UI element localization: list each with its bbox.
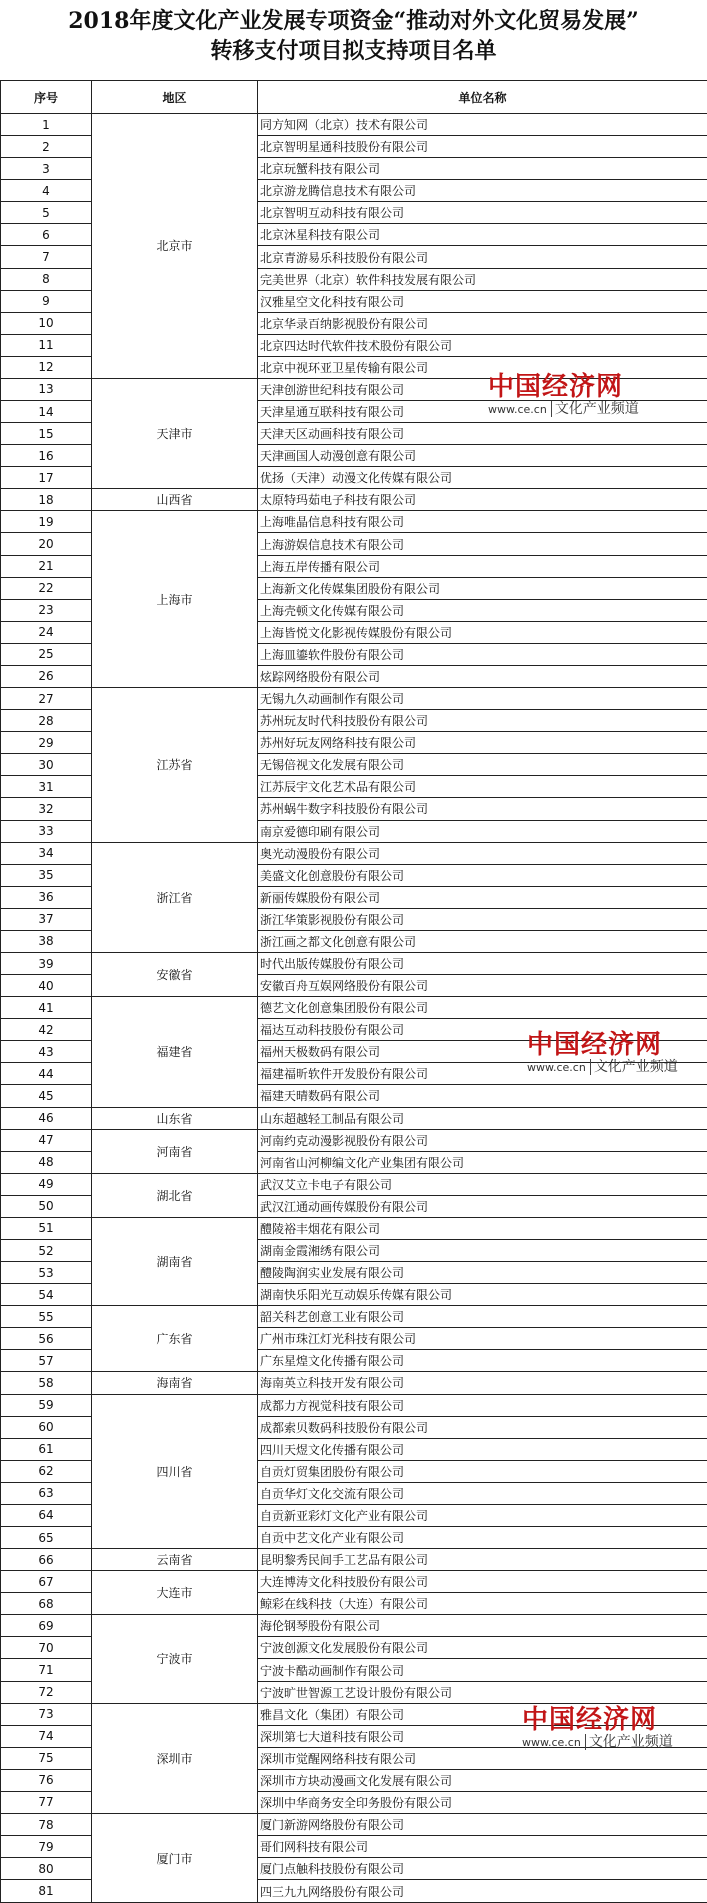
unit-name-cell: 福建天晴数码有限公司	[258, 1085, 707, 1107]
header-index: 序号	[1, 81, 92, 114]
row-index: 11	[1, 334, 92, 356]
table-row	[1, 1394, 707, 1416]
region-cell: 云南省	[92, 1549, 258, 1571]
row-index: 6	[1, 224, 92, 246]
unit-name-cell: 同方知网（北京）技术有限公司	[258, 114, 707, 136]
row-index: 44	[1, 1063, 92, 1085]
watermark-logo: 中国经济网	[522, 1705, 658, 1735]
table-row	[1, 1217, 707, 1239]
unit-name-cell: 醴陵陶润实业发展有限公司	[258, 1262, 707, 1284]
unit-name-cell: 湖南快乐阳光互动娱乐传媒有限公司	[258, 1284, 707, 1306]
row-index: 36	[1, 886, 92, 908]
row-index: 19	[1, 511, 92, 533]
unit-name-cell: 北京华录百纳影视股份有限公司	[258, 312, 707, 334]
unit-name-cell: 湖南金霞湘绣有限公司	[258, 1239, 707, 1261]
row-index: 65	[1, 1527, 92, 1549]
row-index: 57	[1, 1350, 92, 1372]
unit-name-cell: 安徽百舟互娱网络股份有限公司	[258, 975, 707, 997]
row-index: 30	[1, 754, 92, 776]
table-row	[1, 1173, 707, 1195]
unit-name-cell: 上海壳顿文化传媒有限公司	[258, 599, 707, 621]
row-index: 29	[1, 732, 92, 754]
region-cell: 海南省	[92, 1372, 258, 1394]
region-cell: 福建省	[92, 997, 258, 1107]
table-row	[1, 1615, 707, 1637]
row-index: 52	[1, 1239, 92, 1261]
row-index: 31	[1, 776, 92, 798]
row-index: 39	[1, 952, 92, 974]
row-index: 56	[1, 1328, 92, 1350]
row-index: 5	[1, 202, 92, 224]
unit-name-cell: 广州市珠江灯光科技有限公司	[258, 1328, 707, 1350]
row-index: 81	[1, 1880, 92, 1903]
unit-name-cell: 德艺文化创意集团股份有限公司	[258, 997, 707, 1019]
unit-name-cell: 上海唯晶信息科技有限公司	[258, 511, 707, 533]
row-index: 26	[1, 665, 92, 687]
document-title	[0, 0, 707, 70]
row-index: 28	[1, 710, 92, 732]
region-cell: 山东省	[92, 1107, 258, 1129]
table-row	[1, 952, 707, 974]
row-index: 74	[1, 1725, 92, 1747]
row-index: 78	[1, 1814, 92, 1836]
region-cell: 深圳市	[92, 1703, 258, 1813]
row-index: 13	[1, 378, 92, 400]
row-index: 63	[1, 1482, 92, 1504]
row-index: 48	[1, 1151, 92, 1173]
row-index: 49	[1, 1173, 92, 1195]
unit-name-cell: 海南英立科技开发有限公司	[258, 1372, 707, 1394]
table-row	[1, 511, 707, 533]
unit-name-cell: 北京中视环亚卫星传输有限公司	[258, 356, 707, 378]
unit-name-cell: 宁波旷世智源工艺设计股份有限公司	[258, 1681, 707, 1703]
unit-name-cell: 大连博涛文化科技股份有限公司	[258, 1571, 707, 1593]
row-index: 68	[1, 1593, 92, 1615]
unit-name-cell: 成都索贝数码科技股份有限公司	[258, 1416, 707, 1438]
title-line-2: 转移支付项目拟支持项目名单	[210, 38, 497, 64]
unit-name-cell: 哥们网科技有限公司	[258, 1836, 707, 1858]
watermark-logo: 中国经济网	[488, 372, 624, 402]
row-index: 42	[1, 1019, 92, 1041]
row-index: 25	[1, 643, 92, 665]
watermark-channel: 文化产业频道	[590, 1059, 678, 1075]
table-row	[1, 1703, 707, 1725]
row-index: 15	[1, 423, 92, 445]
watermark-url: www.ce.cn	[488, 403, 547, 416]
table-row	[1, 1549, 707, 1571]
unit-name-cell: 上海新文化传媒集团股份有限公司	[258, 577, 707, 599]
row-index: 8	[1, 268, 92, 290]
row-index: 38	[1, 930, 92, 952]
unit-name-cell: 厦门新游网络股份有限公司	[258, 1814, 707, 1836]
table-row	[1, 997, 707, 1019]
row-index: 80	[1, 1858, 92, 1880]
unit-name-cell: 北京青游易乐科技股份有限公司	[258, 246, 707, 268]
unit-name-cell: 自贡灯贸集团股份有限公司	[258, 1460, 707, 1482]
row-index: 51	[1, 1217, 92, 1239]
unit-name-cell: 厦门点触科技股份有限公司	[258, 1858, 707, 1880]
unit-name-cell: 韶关科艺创意工业有限公司	[258, 1306, 707, 1328]
row-index: 47	[1, 1129, 92, 1151]
row-index: 76	[1, 1769, 92, 1791]
row-index: 43	[1, 1041, 92, 1063]
row-index: 69	[1, 1615, 92, 1637]
row-index: 67	[1, 1571, 92, 1593]
unit-name-cell: 自贡新亚彩灯文化产业有限公司	[258, 1504, 707, 1526]
unit-name-cell: 深圳中华商务安全印务股份有限公司	[258, 1791, 707, 1813]
table-body	[1, 114, 707, 1903]
unit-name-cell: 北京游龙腾信息技术有限公司	[258, 180, 707, 202]
row-index: 40	[1, 975, 92, 997]
row-index: 27	[1, 688, 92, 710]
unit-name-cell: 完美世界（北京）软件科技发展有限公司	[258, 268, 707, 290]
row-index: 34	[1, 842, 92, 864]
unit-name-cell: 天津天区动画科技有限公司	[258, 423, 707, 445]
table-row	[1, 1129, 707, 1151]
unit-name-cell: 新丽传媒股份有限公司	[258, 886, 707, 908]
unit-name-cell: 上海皿鎏软件股份有限公司	[258, 643, 707, 665]
unit-name-cell: 上海皆悦文化影视传媒股份有限公司	[258, 621, 707, 643]
row-index: 66	[1, 1549, 92, 1571]
row-index: 10	[1, 312, 92, 334]
unit-name-cell: 无锡九久动画制作有限公司	[258, 688, 707, 710]
region-cell: 广东省	[92, 1306, 258, 1372]
row-index: 70	[1, 1637, 92, 1659]
unit-name-cell: 雅昌文化（集团）有限公司	[258, 1703, 707, 1725]
row-index: 37	[1, 908, 92, 930]
row-index: 20	[1, 533, 92, 555]
region-cell: 江苏省	[92, 688, 258, 843]
unit-name-cell: 上海游娱信息技术有限公司	[258, 533, 707, 555]
unit-name-cell: 南京爱德印刷有限公司	[258, 820, 707, 842]
unit-name-cell: 北京玩蟹科技有限公司	[258, 158, 707, 180]
region-cell: 厦门市	[92, 1814, 258, 1903]
row-index: 17	[1, 467, 92, 489]
unit-name-cell: 武汉江通动画传媒股份有限公司	[258, 1195, 707, 1217]
row-index: 1	[1, 114, 92, 136]
region-cell: 天津市	[92, 378, 258, 488]
row-index: 21	[1, 555, 92, 577]
unit-name-cell: 宁波卡酷动画制作有限公司	[258, 1659, 707, 1681]
unit-name-cell: 苏州好玩友网络科技有限公司	[258, 732, 707, 754]
row-index: 14	[1, 401, 92, 423]
unit-name-cell: 深圳市方块动漫画文化发展有限公司	[258, 1769, 707, 1791]
region-cell: 河南省	[92, 1129, 258, 1173]
unit-name-cell: 上海五岸传播有限公司	[258, 555, 707, 577]
unit-name-cell: 河南省山河柳编文化产业集团有限公司	[258, 1151, 707, 1173]
unit-name-cell: 宁波创源文化发展股份有限公司	[258, 1637, 707, 1659]
row-index: 41	[1, 997, 92, 1019]
table-row	[1, 1372, 707, 1394]
unit-name-cell: 武汉艾立卡电子有限公司	[258, 1173, 707, 1195]
row-index: 72	[1, 1681, 92, 1703]
row-index: 2	[1, 136, 92, 158]
unit-name-cell: 浙江华策影视股份有限公司	[258, 908, 707, 930]
row-index: 23	[1, 599, 92, 621]
unit-name-cell: 无锡倍视文化发展有限公司	[258, 754, 707, 776]
unit-name-cell: 天津创游世纪科技有限公司	[258, 378, 707, 400]
unit-name-cell: 汉雅星空文化科技有限公司	[258, 290, 707, 312]
unit-name-cell: 江苏辰宇文化艺术品有限公司	[258, 776, 707, 798]
unit-name-cell: 天津星通互联科技有限公司	[258, 401, 707, 423]
region-cell: 四川省	[92, 1394, 258, 1549]
unit-name-cell: 山东超越轻工制品有限公司	[258, 1107, 707, 1129]
unit-name-cell: 广东星煌文化传播有限公司	[258, 1350, 707, 1372]
row-index: 79	[1, 1836, 92, 1858]
row-index: 60	[1, 1416, 92, 1438]
row-index: 59	[1, 1394, 92, 1416]
row-index: 9	[1, 290, 92, 312]
row-index: 35	[1, 864, 92, 886]
row-index: 71	[1, 1659, 92, 1681]
unit-name-cell: 太原特玛茹电子科技有限公司	[258, 489, 707, 511]
row-index: 3	[1, 158, 92, 180]
region-cell: 北京市	[92, 114, 258, 379]
table-row	[1, 1107, 707, 1129]
row-index: 32	[1, 798, 92, 820]
region-cell: 湖南省	[92, 1217, 258, 1305]
unit-name-cell: 天津画国人动漫创意有限公司	[258, 445, 707, 467]
row-index: 18	[1, 489, 92, 511]
table-row	[1, 842, 707, 864]
row-index: 75	[1, 1747, 92, 1769]
row-index: 22	[1, 577, 92, 599]
region-cell: 山西省	[92, 489, 258, 511]
unit-name-cell: 北京智明星通科技股份有限公司	[258, 136, 707, 158]
unit-name-cell: 福州天极数码有限公司	[258, 1041, 707, 1063]
unit-name-cell: 深圳第七大道科技有限公司	[258, 1725, 707, 1747]
row-index: 77	[1, 1791, 92, 1813]
table-row	[1, 1571, 707, 1593]
unit-name-cell: 炫踪网络股份有限公司	[258, 665, 707, 687]
project-list-table	[0, 80, 707, 1903]
table-row	[1, 378, 707, 400]
row-index: 45	[1, 1085, 92, 1107]
unit-name-cell: 成都力方视觉科技有限公司	[258, 1394, 707, 1416]
unit-name-cell: 优扬（天津）动漫文化传媒有限公司	[258, 467, 707, 489]
table-header-row	[1, 81, 707, 114]
unit-name-cell: 北京沐星科技有限公司	[258, 224, 707, 246]
unit-name-cell: 自贡华灯文化交流有限公司	[258, 1482, 707, 1504]
unit-name-cell: 时代出版传媒股份有限公司	[258, 952, 707, 974]
row-index: 46	[1, 1107, 92, 1129]
unit-name-cell: 醴陵裕丰烟花有限公司	[258, 1217, 707, 1239]
table-row	[1, 688, 707, 710]
watermark-url: www.ce.cn	[527, 1061, 586, 1074]
unit-name-cell: 苏州蜗牛数字科技股份有限公司	[258, 798, 707, 820]
region-cell: 浙江省	[92, 842, 258, 952]
table-row	[1, 1306, 707, 1328]
row-index: 33	[1, 820, 92, 842]
row-index: 61	[1, 1438, 92, 1460]
row-index: 64	[1, 1504, 92, 1526]
region-cell: 大连市	[92, 1571, 258, 1615]
row-index: 73	[1, 1703, 92, 1725]
row-index: 58	[1, 1372, 92, 1394]
table-row	[1, 1814, 707, 1836]
unit-name-cell: 浙江画之都文化创意有限公司	[258, 930, 707, 952]
row-index: 54	[1, 1284, 92, 1306]
unit-name-cell: 河南约克动漫影视股份有限公司	[258, 1129, 707, 1151]
watermark-channel: 文化产业频道	[551, 401, 639, 417]
header-region: 地区	[92, 81, 258, 114]
unit-name-cell: 鲸彩在线科技（大连）有限公司	[258, 1593, 707, 1615]
unit-name-cell: 自贡中艺文化产业有限公司	[258, 1527, 707, 1549]
unit-name-cell: 福达互动科技股份有限公司	[258, 1019, 707, 1041]
row-index: 12	[1, 356, 92, 378]
header-unit-name: 单位名称	[258, 81, 707, 114]
row-index: 24	[1, 621, 92, 643]
unit-name-cell: 奥光动漫股份有限公司	[258, 842, 707, 864]
unit-name-cell: 北京四达时代软件技术股份有限公司	[258, 334, 707, 356]
row-index: 50	[1, 1195, 92, 1217]
table-row	[1, 114, 707, 136]
row-index: 55	[1, 1306, 92, 1328]
unit-name-cell: 美盛文化创意股份有限公司	[258, 864, 707, 886]
region-cell: 湖北省	[92, 1173, 258, 1217]
region-cell: 安徽省	[92, 952, 258, 996]
table-row	[1, 489, 707, 511]
watermark-url: www.ce.cn	[522, 1736, 581, 1749]
unit-name-cell: 苏州玩友时代科技股份有限公司	[258, 710, 707, 732]
unit-name-cell: 福建福昕软件开发股份有限公司	[258, 1063, 707, 1085]
unit-name-cell: 四三九九网络股份有限公司	[258, 1880, 707, 1903]
unit-name-cell: 四川天煜文化传播有限公司	[258, 1438, 707, 1460]
unit-name-cell: 昆明黎秀民间手工艺品有限公司	[258, 1549, 707, 1571]
title-line-1: 2018年度文化产业发展专项资金“推动对外文化贸易发展”	[68, 8, 639, 34]
row-index: 16	[1, 445, 92, 467]
region-cell: 上海市	[92, 511, 258, 688]
unit-name-cell: 北京智明互动科技有限公司	[258, 202, 707, 224]
row-index: 7	[1, 246, 92, 268]
unit-name-cell: 深圳市觉醒网络科技有限公司	[258, 1747, 707, 1769]
unit-name-cell: 海伦钢琴股份有限公司	[258, 1615, 707, 1637]
region-cell: 宁波市	[92, 1615, 258, 1703]
row-index: 62	[1, 1460, 92, 1482]
watermark-channel: 文化产业频道	[585, 1734, 673, 1750]
row-index: 53	[1, 1262, 92, 1284]
row-index: 4	[1, 180, 92, 202]
watermark-logo: 中国经济网	[527, 1030, 663, 1060]
